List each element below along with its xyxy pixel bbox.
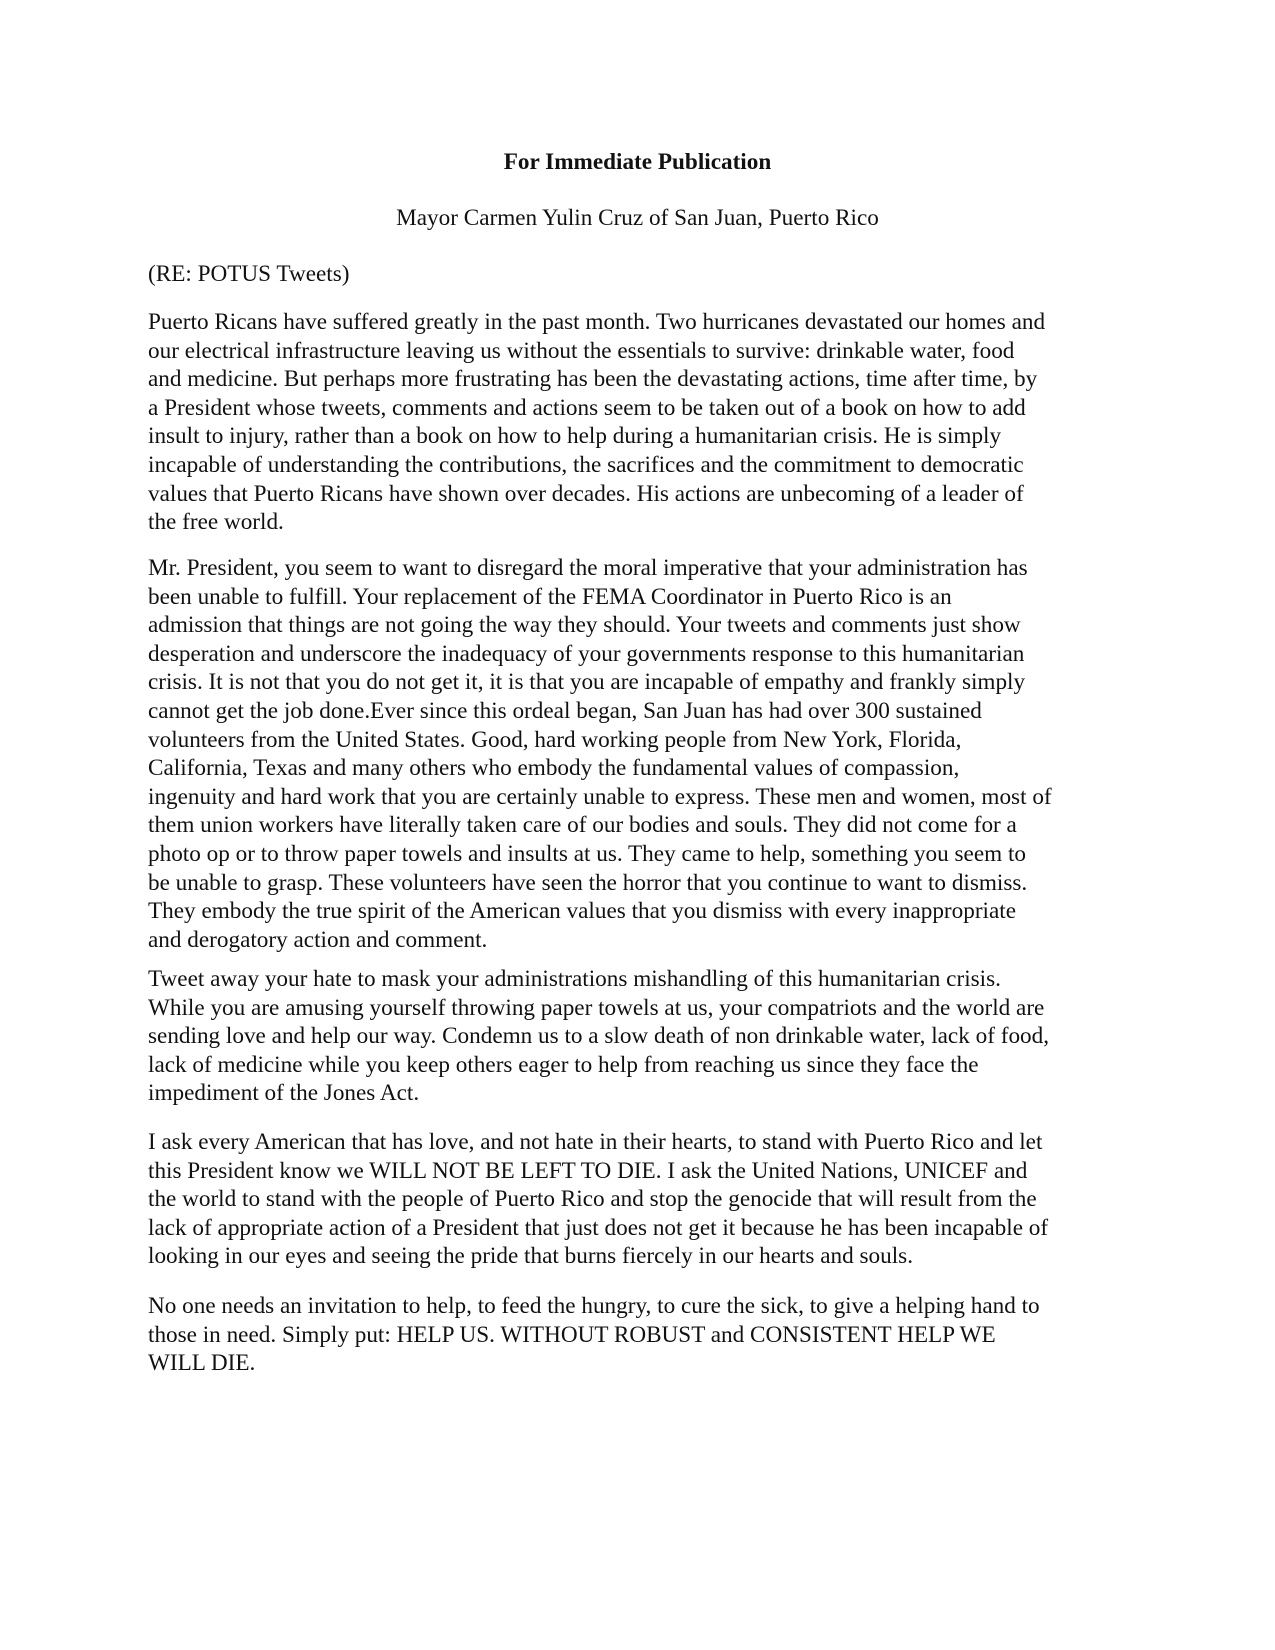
paragraph-line: Mr. President, you seem to want to disregard the moral imperative that your administration has <box>148 555 1028 581</box>
paragraph-line: While you are amusing yourself throwing paper towels at us, your compatriots and the world are <box>148 994 1045 1021</box>
paragraph-line: been unable to fulfill. Your replacement of the FEMA Coordinator in Puerto Rico is an <box>148 583 952 610</box>
paragraph-line: our electrical infrastructure leaving us without the essentials to survive: drinkable water, food <box>148 337 1015 364</box>
paragraph-line: crisis. It is not that you do not get it, it is that you are incapable of empathy and frankly simply <box>148 669 1026 696</box>
reference-line: (RE: POTUS Tweets) <box>148 261 350 287</box>
paragraph-line: be unable to grasp. These volunteers have seen the horror that you continue to want to dismiss. <box>148 869 1028 896</box>
paragraph-5 <box>148 1292 1128 1378</box>
paragraph-line: I ask every American that has love, and not hate in their hearts, to stand with Puerto Rico and let <box>148 1129 1043 1155</box>
paragraph-line: lack of appropriate action of a President that just does not get it because he has been incapable of <box>148 1214 1049 1241</box>
paragraph-line: and medicine. But perhaps more frustrating has been the devastating actions, time after time, by <box>148 366 1038 393</box>
paragraph-line: incapable of understanding the contributions, the sacrifices and the commitment to democratic <box>148 451 1024 478</box>
paragraph-line: photo op or to throw paper towels and insults at us. They came to help, something you seem to <box>148 840 1026 867</box>
paragraph-line: this President know we WILL NOT BE LEFT TO DIE. I ask the United Nations, UNICEF and <box>148 1157 1028 1184</box>
paragraph-line: insult to injury, rather than a book on how to help during a humanitarian crisis. He is simply <box>148 423 1002 450</box>
document-subtitle: Mayor Carmen Yulin Cruz of San Juan, Puerto Rico <box>396 205 879 231</box>
paragraph-line: those in need. Simply put: HELP US. WITHOUT ROBUST and CONSISTENT HELP WE <box>148 1321 996 1348</box>
paragraph-line: Puerto Ricans have suffered greatly in the past month. Two hurricanes devastated our homes and <box>148 309 1046 335</box>
paragraph-line: WILL DIE. <box>148 1350 256 1377</box>
paragraph-2 <box>148 554 1128 954</box>
paragraph-line: volunteers from the United States. Good, hard working people from New York, Florida, <box>148 726 962 753</box>
paragraph-line: and derogatory action and comment. <box>148 926 488 953</box>
paragraph-line: ingenuity and hard work that you are certainly unable to express. These men and women, most of <box>148 783 1052 810</box>
paragraph-1 <box>148 308 1128 537</box>
paragraph-4 <box>148 1128 1128 1271</box>
paragraph-line: the free world. <box>148 509 284 536</box>
paragraph-line: Tweet away your hate to mask your administrations mishandling of this humanitarian crisis. <box>148 966 1001 992</box>
paragraph-line: looking in our eyes and seeing the pride that burns fiercely in our hearts and souls. <box>148 1243 913 1270</box>
document-title: For Immediate Publication <box>503 149 772 175</box>
paragraph-line: a President whose tweets, comments and actions seem to be taken out of a book on how to add <box>148 394 1026 421</box>
paragraph-line: No one needs an invitation to help, to feed the hungry, to cure the sick, to give a helping hand to <box>148 1293 1040 1319</box>
paragraph-line: lack of medicine while you keep others eager to help from reaching us since they face the <box>148 1051 979 1078</box>
paragraph-line: values that Puerto Ricans have shown over decades. His actions are unbecoming of a leader of <box>148 480 1024 507</box>
paragraph-line: them union workers have literally taken care of our bodies and souls. They did not come for a <box>148 812 1017 839</box>
paragraph-line: sending love and help our way. Condemn us to a slow death of non drinkable water, lack of food, <box>148 1023 1050 1050</box>
paragraph-line: They embody the true spirit of the American values that you dismiss with every inappropriate <box>148 898 1017 925</box>
paragraph-line: California, Texas and many others who embody the fundamental values of compassion, <box>148 755 960 782</box>
paragraph-line: impediment of the Jones Act. <box>148 1080 420 1107</box>
paragraph-line: cannot get the job done.Ever since this ordeal began, San Juan has had over 300 sustained <box>148 697 982 724</box>
paragraph-line: the world to stand with the people of Puerto Rico and stop the genocide that will result from the <box>148 1186 1037 1213</box>
paragraph-line: desperation and underscore the inadequacy of your governments response to this humanitarian <box>148 640 1025 667</box>
paragraph-3 <box>148 965 1128 1108</box>
paragraph-line: admission that things are not going the way they should. Your tweets and comments just show <box>148 612 1021 639</box>
